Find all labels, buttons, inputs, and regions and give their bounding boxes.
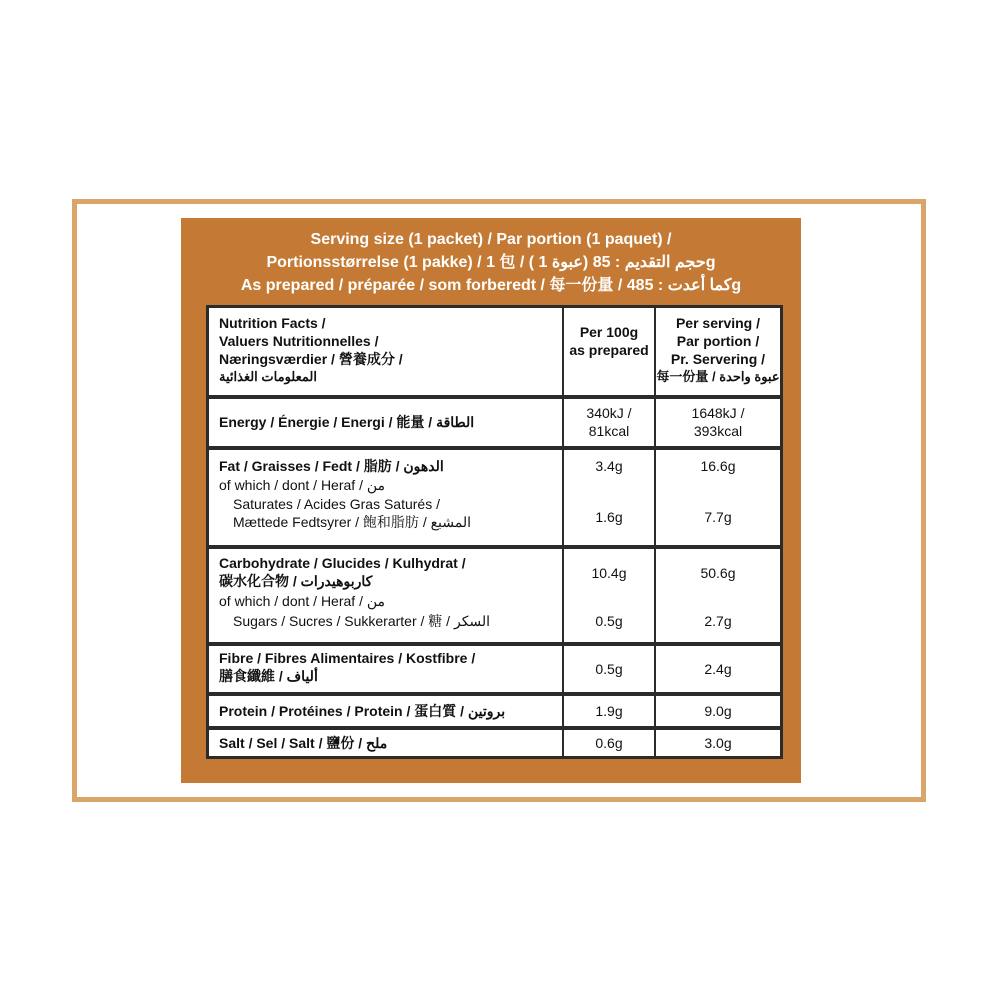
sugars-serving-value: 2.7g	[704, 613, 732, 629]
fibre-row	[209, 646, 780, 692]
carbohydrate-row	[209, 549, 780, 642]
fat-serving-cell	[656, 450, 780, 545]
fibre-label-cell	[209, 646, 564, 692]
protein-label: Protein / Protéines / Protein / 蛋白質 / بروتين	[219, 703, 506, 719]
fat-row	[209, 450, 780, 545]
carb-per100-cell	[564, 549, 656, 642]
sugars-label: Sugars / Sucres / Sukkerarter / 糖 / السكر	[233, 613, 491, 629]
energy-kcal-serving: 393kcal	[693, 423, 743, 439]
salt-label-cell	[209, 730, 564, 756]
per-serving-header	[656, 308, 780, 395]
fibre-serving-value: 2.4g	[704, 661, 732, 677]
salt-serving-value: 3.0g	[704, 735, 732, 751]
energy-kcal-value: 81kcal	[588, 423, 630, 439]
carb-serving-value: 50.6g	[700, 565, 736, 581]
header-text: Pr. Servering /	[670, 351, 766, 367]
carb-label-2: 碳水化合物 / كاربوهيدرات	[219, 573, 373, 589]
fat-per100-cell	[564, 450, 656, 545]
header-text: Per serving /	[675, 315, 761, 331]
fibre-per100-cell	[564, 646, 656, 692]
serving-header	[181, 228, 801, 297]
salt-row	[209, 730, 780, 756]
fat-per100-value: 3.4g	[595, 458, 623, 474]
fat-label-cell	[209, 450, 564, 545]
protein-per100-cell	[564, 696, 656, 726]
fat-label: Fat / Graisses / Fedt / 脂肪 / الدهون	[219, 458, 444, 474]
carb-serving-cell	[656, 549, 780, 642]
carb-per100-value: 10.4g	[591, 565, 627, 581]
carb-label-cell	[209, 549, 564, 642]
fat-serving-value: 16.6g	[700, 458, 736, 474]
fibre-per100-value: 0.5g	[595, 661, 623, 677]
protein-label-cell	[209, 696, 564, 726]
header-text: Valuers Nutritionnelles /	[219, 333, 379, 349]
fibre-label-2: 膳食纖維 / ألياف	[219, 668, 318, 684]
as-prepared-line: As prepared / préparée / som forberedt / 每一份量 / كما أعدت : 485g	[240, 277, 742, 294]
nutrition-facts-header	[209, 308, 564, 395]
sugars-per100-value: 0.5g	[595, 613, 623, 629]
energy-row	[209, 399, 780, 446]
energy-label-cell	[209, 399, 564, 446]
carb-label: Carbohydrate / Glucides / Kulhydrat /	[219, 555, 466, 571]
saturates-label: Saturates / Acides Gras Saturés /	[233, 496, 440, 512]
serving-size-line-2: Portionsstørrelse (1 pakke) / 1 包 / ( 1 عبوة) حجم التقديم : 85g	[266, 254, 716, 271]
nutrition-table	[206, 305, 783, 759]
table-header-row	[209, 308, 780, 395]
protein-serving-cell	[656, 696, 780, 726]
fibre-serving-cell	[656, 646, 780, 692]
energy-per100-cell	[564, 399, 656, 446]
header-text: Par portion /	[676, 333, 760, 349]
header-text: Næringsværdier / 營養成分 /	[219, 351, 403, 367]
saturates-serving-value: 7.7g	[704, 509, 732, 525]
of-which-label: of which / dont / Heraf / من	[219, 477, 386, 493]
protein-row	[209, 696, 780, 726]
header-text: 每一份量 / عبوة واحدة	[656, 369, 780, 384]
nutrition-panel	[181, 218, 801, 783]
energy-serving-cell	[656, 399, 780, 446]
protein-serving-value: 9.0g	[704, 703, 732, 719]
header-text: المعلومات الغذائية	[219, 369, 317, 384]
header-text: Per 100g	[579, 324, 639, 340]
salt-per100-cell	[564, 730, 656, 756]
energy-kj-value: 340kJ /	[586, 405, 632, 421]
of-which-label: of which / dont / Heraf / من	[219, 593, 386, 609]
salt-per100-value: 0.6g	[595, 735, 623, 751]
serving-size-line: Serving size (1 packet) / Par portion (1 paquet) /	[310, 231, 672, 248]
protein-per100-value: 1.9g	[595, 703, 623, 719]
header-text: Nutrition Facts /	[219, 315, 326, 331]
saturates-per100-value: 1.6g	[595, 509, 623, 525]
energy-kj-serving: 1648kJ /	[691, 405, 745, 421]
salt-serving-cell	[656, 730, 780, 756]
saturates-label-2: Mættede Fedtsyrer / 飽和脂肪 / المشبع	[233, 514, 472, 530]
fibre-label: Fibre / Fibres Alimentaires / Kostfibre /	[219, 650, 476, 666]
salt-label: Salt / Sel / Salt / 鹽份 / ملح	[219, 735, 388, 751]
header-text: as prepared	[569, 342, 649, 358]
energy-label: Energy / Énergie / Energi / 能量 / الطاقة	[219, 414, 475, 430]
per-100g-header	[564, 308, 656, 395]
